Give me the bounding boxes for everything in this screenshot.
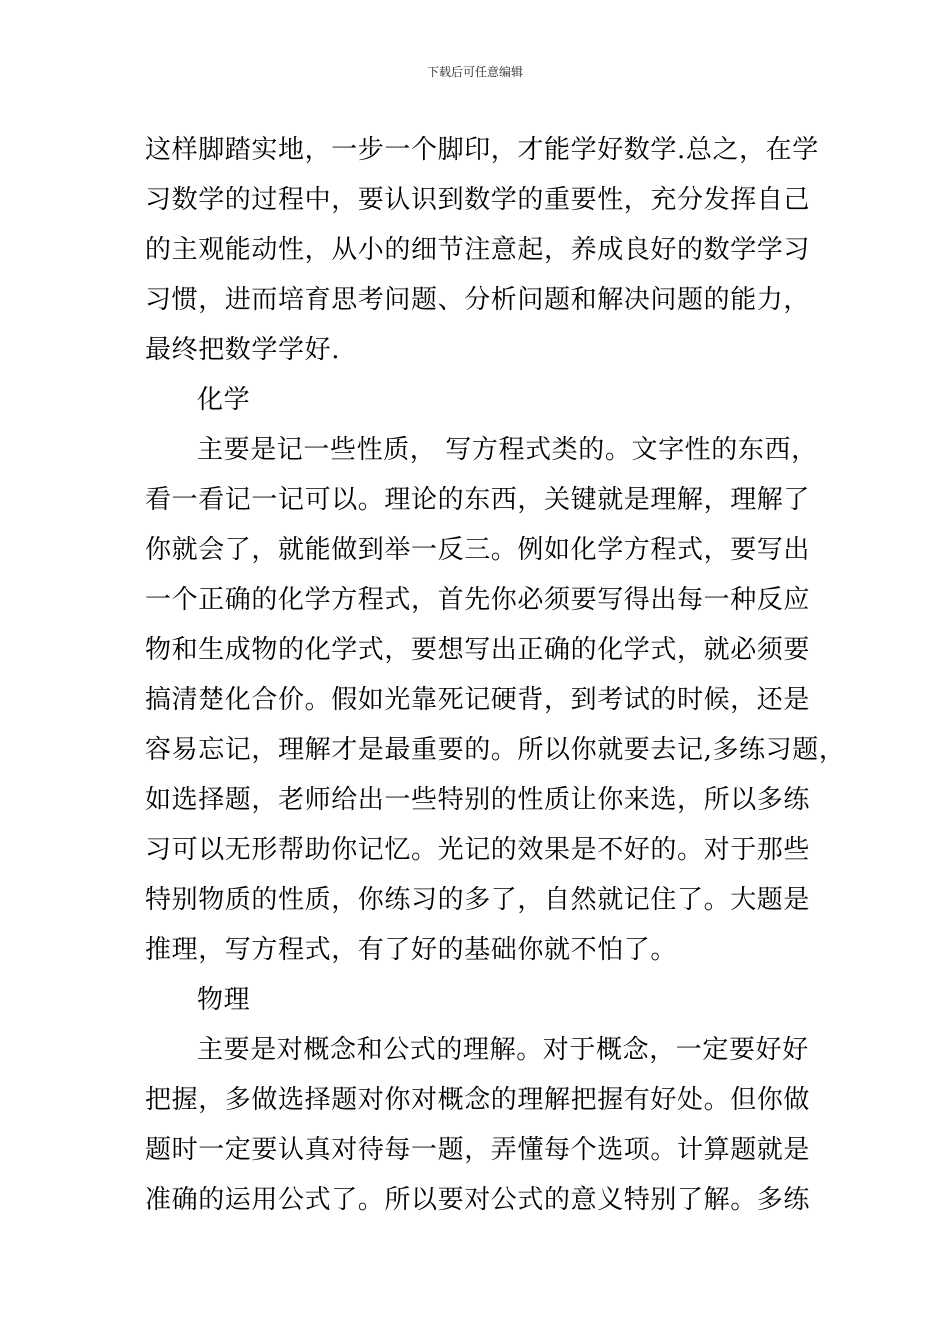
text-line: 主要是对概念和公式的理解。对于概念，一定要好好 [197, 1035, 809, 1065]
text-line: 最终把数学学好. [145, 335, 341, 365]
text-line: 题时一定要认真对待每一题，弄懂每个选项。计算题就是 [145, 1135, 811, 1165]
text-line: 看一看记一记可以。理论的东西，关键就是理解，理解了 [145, 485, 811, 515]
text-line: 把握，多做选择题对你对概念的理解把握有好处。但你做 [145, 1085, 811, 1115]
text-line: 主要是记一些性质， 写方程式类的。文字性的东西， [197, 435, 818, 465]
text-line: 这样脚踏实地，一步一个脚印，才能学好数学.总之，在学 [145, 135, 819, 165]
text-line: 推理，写方程式，有了好的基础你就不怕了。 [145, 935, 678, 965]
text-line: 的主观能动性，从小的细节注意起，养成良好的数学学习 [145, 235, 811, 265]
text-line: 习数学的过程中，要认识到数学的重要性，充分发挥自己 [145, 185, 811, 215]
section-heading-chemistry: 化学 [197, 385, 251, 415]
section-heading-physics: 物理 [197, 985, 251, 1015]
text-line: 你就会了，就能做到举一反三。例如化学方程式，要写出 [145, 535, 811, 565]
text-line: 搞清楚化合价。假如光靠死记硬背，到考试的时候，还是 [145, 685, 811, 715]
text-line: 如选择题，老师给出一些特别的性质让你来选，所以多练 [145, 785, 811, 815]
text-line: 特别物质的性质，你练习的多了，自然就记住了。大题是 [145, 885, 811, 915]
text-line: 准确的运用公式了。所以要对公式的意义特别了解。多练 [145, 1185, 811, 1215]
text-line: 一个正确的化学方程式，首先你必须要写得出每一种反应 [145, 585, 811, 615]
text-line: 习可以无形帮助你记忆。光记的效果是不好的。对于那些 [145, 835, 811, 865]
document-body [145, 125, 846, 1225]
text-line: 习惯，进而培育思考问题、分析问题和解决问题的能力， [145, 285, 811, 315]
text-line: 容易忘记，理解才是最重要的。所以你就要去记,多练习题， [145, 735, 846, 765]
text-line: 物和生成物的化学式，要想写出正确的化学式，就必须要 [145, 635, 811, 665]
page-header: 下载后可任意编辑 [426, 65, 523, 79]
